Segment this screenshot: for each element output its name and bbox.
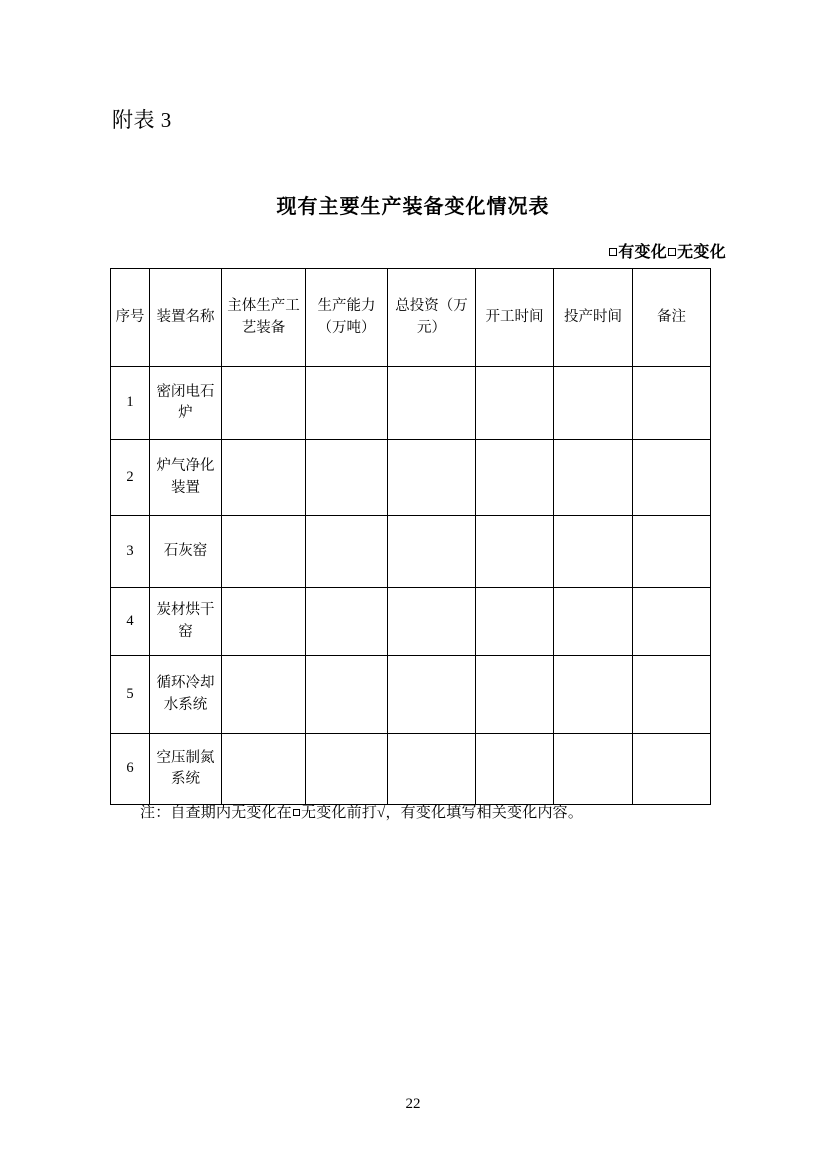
- table-row: [111, 656, 711, 734]
- column-header-investment: 总投资（万元）: [388, 269, 476, 367]
- cell-index: 1: [111, 367, 150, 440]
- table-row: [111, 588, 711, 656]
- cell-main-process[interactable]: [222, 440, 306, 516]
- cell-device-name: 密闭电石炉: [150, 367, 222, 440]
- cell-device-name: 炉气净化装置: [150, 440, 222, 516]
- cell-index: 2: [111, 440, 150, 516]
- table-row: [111, 367, 711, 440]
- cell-investment[interactable]: [388, 440, 476, 516]
- cell-device-name: 空压制氮系统: [150, 734, 222, 805]
- cell-main-process[interactable]: [222, 367, 306, 440]
- cell-remark[interactable]: [633, 656, 711, 734]
- equipment-change-table: [110, 268, 711, 805]
- column-header-production-time: 投产时间: [554, 269, 633, 367]
- attachment-label: 附表 3: [112, 108, 172, 132]
- cell-main-process[interactable]: [222, 656, 306, 734]
- cell-index: 6: [111, 734, 150, 805]
- cell-production-time[interactable]: [554, 734, 633, 805]
- cell-investment[interactable]: [388, 516, 476, 588]
- checkbox-no-change[interactable]: [668, 248, 676, 256]
- cell-main-process[interactable]: [222, 588, 306, 656]
- cell-start-time[interactable]: [476, 734, 554, 805]
- column-header-index: 序号: [111, 269, 150, 367]
- cell-remark[interactable]: [633, 367, 711, 440]
- cell-capacity[interactable]: [306, 734, 388, 805]
- table-footnote: [140, 801, 583, 822]
- option-label-no-change: 无变化: [677, 244, 726, 261]
- page-number: 22: [405, 1096, 421, 1112]
- table-row: [111, 516, 711, 588]
- column-header-main-process: 主体生产工艺装备: [222, 269, 306, 367]
- table-row: [111, 440, 711, 516]
- cell-device-name: 石灰窑: [150, 516, 222, 588]
- cell-main-process[interactable]: [222, 516, 306, 588]
- table-header-row: [111, 269, 711, 367]
- equipment-change-table-wrapper: [110, 268, 710, 805]
- footnote-middle: 无变化前打√，有变化填写相关变化内容。: [301, 805, 584, 821]
- cell-remark[interactable]: [633, 440, 711, 516]
- cell-index: 5: [111, 656, 150, 734]
- footnote-prefix: 注：自查期内无变化在: [140, 805, 293, 821]
- cell-index: 3: [111, 516, 150, 588]
- column-header-remark: 备注: [633, 269, 711, 367]
- cell-start-time[interactable]: [476, 440, 554, 516]
- cell-production-time[interactable]: [554, 516, 633, 588]
- cell-investment[interactable]: [388, 367, 476, 440]
- column-header-device-name: 装置名称: [150, 269, 222, 367]
- cell-capacity[interactable]: [306, 516, 388, 588]
- cell-production-time[interactable]: [554, 440, 633, 516]
- cell-production-time[interactable]: [554, 367, 633, 440]
- cell-capacity[interactable]: [306, 656, 388, 734]
- cell-start-time[interactable]: [476, 516, 554, 588]
- cell-investment[interactable]: [388, 734, 476, 805]
- cell-start-time[interactable]: [476, 588, 554, 656]
- option-label-has-change: 有变化: [618, 244, 668, 261]
- cell-production-time[interactable]: [554, 656, 633, 734]
- cell-capacity[interactable]: [306, 440, 388, 516]
- cell-capacity[interactable]: [306, 367, 388, 440]
- table-row: [111, 734, 711, 805]
- footnote-checkbox-icon: [293, 809, 300, 816]
- cell-remark[interactable]: [633, 588, 711, 656]
- cell-device-name: 循环冷却水系统: [150, 656, 222, 734]
- cell-investment[interactable]: [388, 588, 476, 656]
- cell-production-time[interactable]: [554, 588, 633, 656]
- cell-investment[interactable]: [388, 656, 476, 734]
- checkbox-has-change[interactable]: [609, 248, 617, 256]
- cell-main-process[interactable]: [222, 734, 306, 805]
- cell-start-time[interactable]: [476, 656, 554, 734]
- cell-start-time[interactable]: [476, 367, 554, 440]
- cell-index: 4: [111, 588, 150, 656]
- cell-device-name: 炭材烘干窑: [150, 588, 222, 656]
- cell-remark[interactable]: [633, 734, 711, 805]
- cell-capacity[interactable]: [306, 588, 388, 656]
- cell-remark[interactable]: [633, 516, 711, 588]
- column-header-capacity: 生产能力（万吨）: [306, 269, 388, 367]
- column-header-start-time: 开工时间: [476, 269, 554, 367]
- page-title: 现有主要生产装备变化情况表: [276, 196, 550, 218]
- change-status-options: [608, 239, 726, 262]
